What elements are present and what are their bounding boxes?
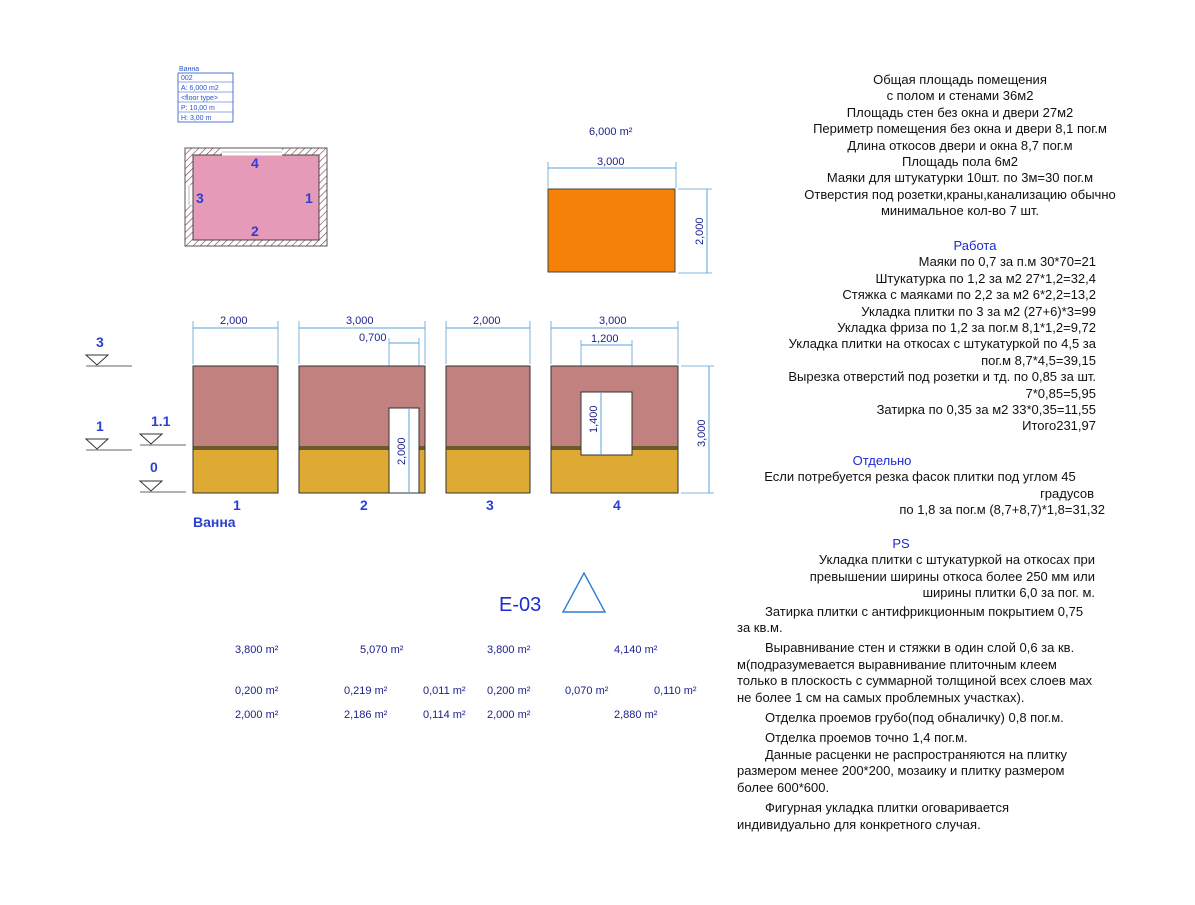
window-width-dim: 1,200: [591, 333, 619, 345]
wall-width-dim: 2,000: [220, 315, 248, 327]
work-line: Стяжка с маяками по 2,2 за м2 6*2,2=13,2: [842, 287, 1096, 303]
area-value: 0,200 m²: [235, 685, 279, 697]
elevation-wall-4: [551, 315, 714, 513]
area-value: 2,000 m²: [487, 709, 531, 721]
elevation-marker-label: Е-03: [499, 594, 542, 616]
floor-area-label: 6,000 m²: [589, 126, 633, 138]
level-label: 1: [96, 418, 104, 434]
ps-paragraph: Фигурная укладка плитки оговаривается индивидуально для конкретного случая.: [737, 800, 1010, 832]
ps-line: Укладка плитки с штукатуркой на откосах при: [818, 552, 1095, 568]
room-tag-row: A: 6,000 m2: [181, 85, 219, 92]
ps-notes: [737, 536, 1095, 833]
area-value: 4,140 m²: [614, 644, 658, 656]
level-label: 1.1: [151, 413, 171, 429]
work-line: Вырезка отверстий под розетки и тд. по 0,85 за шт.: [788, 369, 1096, 385]
area-value: 0,200 m²: [487, 685, 531, 697]
room-tag: [178, 66, 233, 122]
floor-height-dim: 2,000: [694, 217, 706, 245]
wall-number: 2: [360, 497, 368, 513]
summary-line: Площадь пола 6м2: [901, 154, 1018, 170]
ps-heading: PS: [892, 536, 910, 551]
work-notes: [730, 238, 1096, 435]
separate-line: Если потребуется резка фасок плитки под углом 45: [764, 469, 1076, 485]
plan-wall-label: 1: [305, 190, 313, 206]
separate-line: градусов: [1040, 485, 1094, 501]
work-line: Итого231,97: [1022, 418, 1096, 434]
area-value: 2,000 m²: [235, 709, 279, 721]
work-line: Маяки по 0,7 за п.м 30*70=21: [918, 254, 1096, 270]
wall-number: 3: [486, 497, 494, 513]
room-plan: [185, 148, 327, 246]
room-tag-title: Ванна: [179, 66, 200, 73]
work-line: пог.м 8,7*4,5=39,15: [981, 352, 1096, 368]
summary-line: Отверстия под розетки,краны,канализацию обычно: [804, 186, 1116, 202]
separate-notes: [735, 453, 1105, 519]
floor-width-dim: 3,000: [597, 156, 625, 168]
summary-notes: [750, 72, 1170, 220]
wall-width-dim: 2,000: [473, 315, 501, 327]
ps-paragraph: Данные расценки не распространяются на плитку размером менее 200*200, мозаику и плитку размером более 600*600.: [737, 746, 1068, 795]
summary-line: Длина откосов двери и окна 8,7 пог.м: [847, 137, 1073, 153]
summary-line: с полом и стенами 36м2: [886, 88, 1034, 104]
room-tag-row: H: 3,00 m: [181, 115, 212, 122]
ps-line: превышении ширины откоса более 250 мм или: [809, 568, 1095, 584]
summary-line: Общая площадь помещения: [873, 72, 1047, 87]
wall-height-dim: 3,000: [696, 419, 708, 447]
summary-line: Периметр помещения без окна и двери 8,1 пог.м: [813, 121, 1107, 137]
elevation-marker: [499, 573, 605, 616]
room-name-label: Ванна: [193, 514, 236, 530]
work-line: Затирка по 0,35 за м2 33*0,35=11,55: [876, 402, 1096, 418]
level-label: 0: [150, 459, 158, 475]
work-line: Укладка фриза по 1,2 за пог.м 8,1*1,2=9,72: [837, 320, 1096, 336]
summary-line: Площадь стен без окна и двери 27м2: [846, 104, 1074, 120]
area-value: 0,114 m²: [423, 709, 466, 721]
door-width-dim: 0,700: [359, 332, 387, 344]
plan-wall-label: 2: [251, 223, 259, 239]
level-markers: [86, 334, 186, 492]
area-value: 2,186 m²: [344, 709, 388, 721]
area-value: 5,070 m²: [360, 644, 404, 656]
window-height-dim: 1,400: [588, 405, 600, 433]
work-line: Укладка плитки по 3 за м2 (27+6)*3=99: [861, 303, 1096, 319]
summary-line: Маяки для штукатурки 10шт. по 3м=30 пог.м: [826, 170, 1094, 186]
ps-line: ширины плитки 6,0 за пог. м.: [922, 585, 1095, 601]
floor-block: [548, 126, 712, 273]
wall-number: 1: [233, 497, 241, 513]
wall-number: 4: [613, 497, 621, 513]
work-line: Штукатурка по 1,2 за м2 27*1,2=32,4: [875, 270, 1096, 286]
elevation-wall-2: [299, 315, 425, 513]
door-height-dim: 2,000: [396, 437, 408, 465]
area-value: 3,800 m²: [235, 644, 279, 656]
wall-width-dim: 3,000: [599, 315, 627, 327]
ps-paragraph: Затирка плитки с антифрикционным покрытием 0,75 за кв.м.: [737, 603, 1084, 636]
ps-paragraph: Отделка проемов точно 1,4 пог.м.: [765, 730, 968, 746]
triangle-icon: [563, 573, 605, 612]
area-value: 3,800 m²: [487, 644, 531, 656]
work-heading: Работа: [953, 238, 997, 253]
elevation-wall-1: [193, 315, 278, 530]
wall-width-dim: 3,000: [346, 315, 374, 327]
summary-line: минимальное кол-во 7 шт.: [880, 203, 1040, 219]
ps-paragraph: Отделка проемов грубо(под обналичку) 0,8 пог.м.: [765, 710, 1064, 726]
level-label: 3: [96, 334, 104, 350]
ps-paragraph: Выравнивание стен и стяжки в один слой 0,6 за кв. м(подразумевается выравнивание плиточным клеем только в плоскость с суммарной толщиной всех слоев мах не более 1 см на самых проблемных участках).: [737, 640, 1093, 705]
area-value: 0,011 m²: [423, 685, 466, 697]
area-value: 2,880 m²: [614, 709, 658, 721]
plan-wall-label: 4: [251, 155, 259, 171]
work-line: 7*0,85=5,95: [1025, 385, 1096, 401]
work-line: Укладка плитки на откосах с штукатуркой по 4,5 за: [788, 336, 1096, 352]
plan-wall-label: 3: [196, 190, 204, 206]
elevation-wall-3: [446, 315, 530, 513]
area-value: 0,219 m²: [344, 685, 388, 697]
separate-heading: Отдельно: [852, 453, 912, 468]
room-tag-row: <floor type>: [181, 95, 218, 102]
area-value: 0,110 m²: [654, 685, 697, 697]
room-tag-row: P: 10,00 m: [181, 105, 215, 112]
room-tag-row: 002: [181, 75, 193, 82]
area-value: 0,070 m²: [565, 685, 609, 697]
area-values: [235, 644, 697, 721]
separate-line: по 1,8 за пог.м (8,7+8,7)*1,8=31,32: [899, 502, 1105, 518]
